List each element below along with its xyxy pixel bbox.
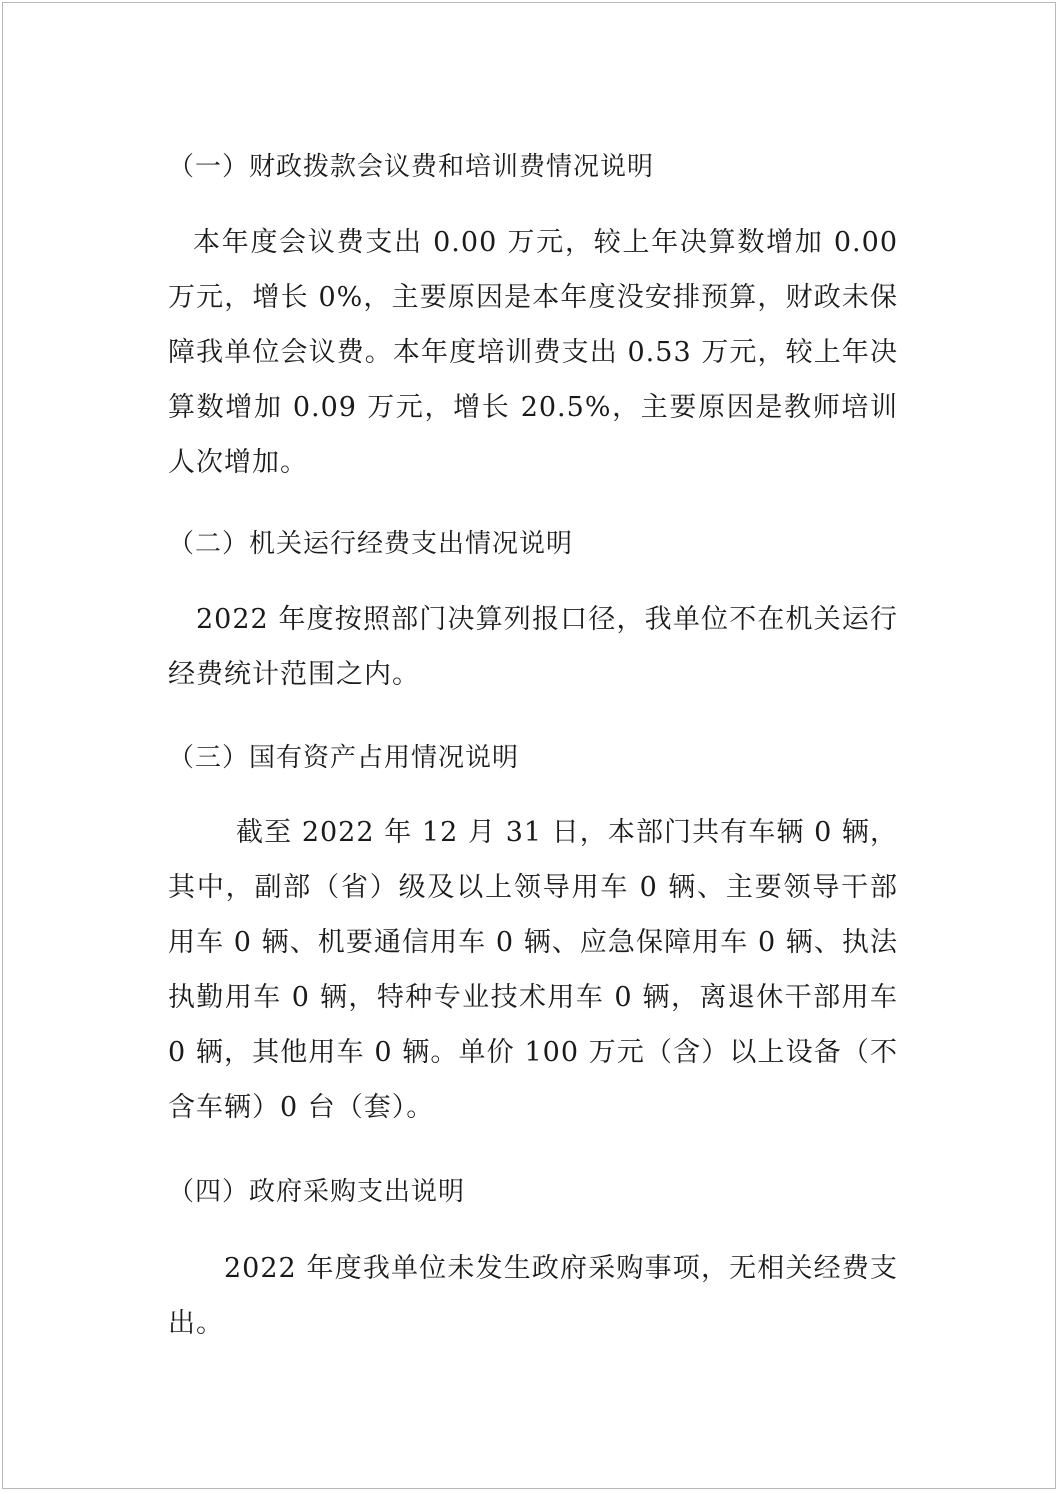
section-heading-procurement: （四）政府采购支出说明 <box>168 1177 466 1207</box>
section-body-state-assets: 截至 2022 年 12 月 31 日，本部门共有车辆 0 辆，其中，副部（省）级及以上领导用车 0 辆、主要领导干部用车 0 辆、机要通信用车 0 辆、应急保障用车 0 辆、执法执勤用车 0 辆，特种专业技术用车 0 辆，离退休干部用车 0 辆，其他用车 0 辆。单价 100 万元（含）以上设备（不含车辆）0 台（套）。 <box>168 817 898 1123</box>
section-body-procurement: 2022 年度我单位未发生政府采购事项，无相关经费支出。 <box>168 1253 898 1339</box>
section-heading-meeting-training: （一）财政拨款会议费和培训费情况说明 <box>168 152 655 182</box>
section-heading-operating-expenses: （二）机关运行经费支出情况说明 <box>168 529 574 559</box>
document-page <box>2 2 1056 1489</box>
section-body-operating-expenses: 2022 年度按照部门决算列报口径，我单位不在机关运行经费统计范围之内。 <box>168 604 898 690</box>
section-heading-state-assets: （三）国有资产占用情况说明 <box>168 743 520 773</box>
section-body-meeting-training: 本年度会议费支出 0.00 万元，较上年决算数增加 0.00 万元，增长 0%，主要原因是本年度没安排预算，财政未保障我单位会议费。本年度培训费支出 0.53 万元，较上年决算数增加 0.09 万元，增长 20.5%，主要原因是教师培训人次增加。 <box>168 227 898 478</box>
